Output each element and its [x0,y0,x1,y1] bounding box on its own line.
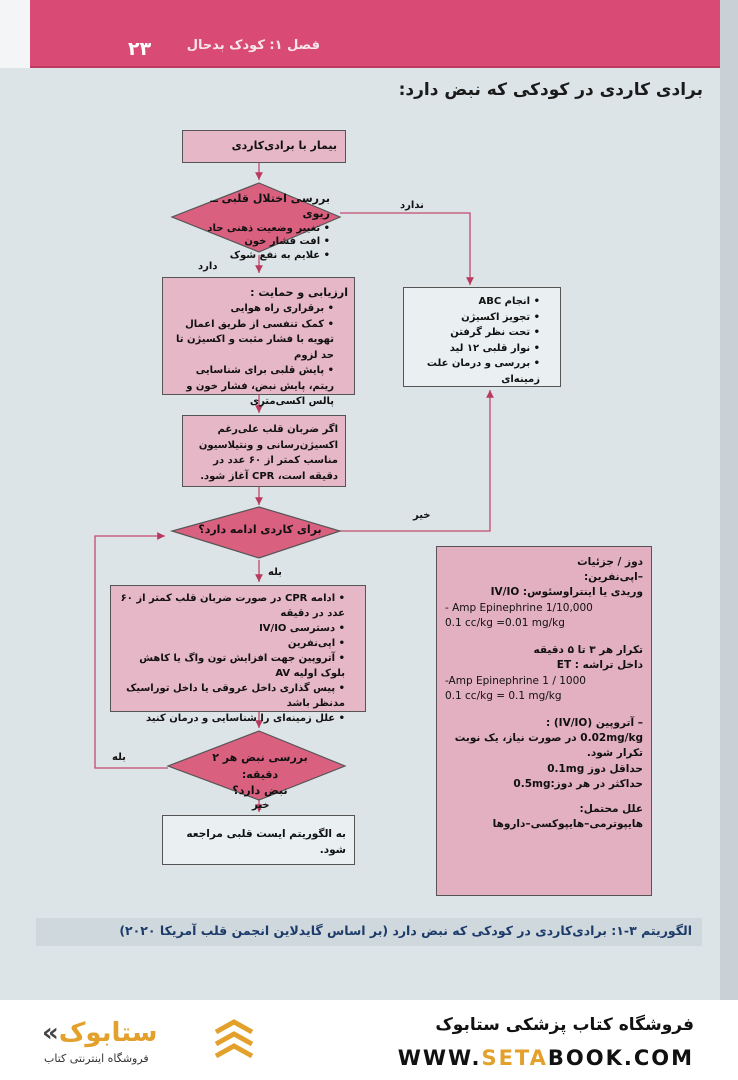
dose-box [436,546,652,896]
causes-list: هایپوترمی–هایپوکسی–داروها [492,818,643,831]
dose-repeat: تکرار هر ۳ تا ۵ دقیقه [533,644,643,657]
arrest-text: به الگوریتم ایست قلبی مراجعه شود. [186,828,346,857]
treat-item: • اپی‌نفرین [117,636,345,651]
abc-item: • تحت نظر گرفتن [410,325,540,341]
section-title: برادی کاردی در کودکی که نبض دارد: [398,80,703,100]
treat-item: • پیس گذاری داخل عروقی یا داخل توراسیک مدنظر باشد [117,681,345,711]
shop-name: فروشگاه کتاب پزشکی ستابوک [435,1015,694,1035]
cpr-box [182,415,346,487]
arrest-box [162,815,355,865]
support-item: • کمک تنفسی از طریق اعمال تهویه با فشار مثبت و اکسیژن تا حد لزوم [169,317,334,364]
logo-chevron-icon: « [42,1018,59,1048]
dose-line: - Amp Epinephrine 1/10,000 [445,601,593,614]
dose-line: -Amp Epinephrine 1 / 1000 [445,674,586,687]
assess-title: بررسی اختلال قلبی ــ ریوی [210,192,330,220]
chapter-title: فصل ۱: کودک بدحال [186,38,320,53]
label-bale-loop: بله [112,752,126,763]
url-suffix: BOOK.COM [547,1046,694,1070]
support-item: • پایش قلبی برای شناسایی ریتم، پایش نبض، فشار خون و پالس اکسی‌متری [169,363,334,410]
persist-text: برای کاردی ادامه دارد؟ [198,523,322,536]
label-no: ندارد [400,200,424,211]
dose-heading: دوز / جزئیات [577,556,643,568]
treat-item: • علل زمینه‌ای را شناسایی و درمان کنید [117,711,345,726]
label-yes: دارد [198,261,218,272]
label-bale: بله [268,567,282,578]
url-prefix: WWW. [397,1046,482,1070]
start-text: بیمار با برادی‌کاردی [231,139,337,152]
assess-item: • تغییر وضعیت ذهنی حاد [207,222,330,234]
support-item: • برقراری راه هوایی [169,301,334,317]
abc-item: • انجام ABC [410,294,540,310]
book-logo-icon [212,1018,256,1062]
dose-line: 0.1 cc/kg =0.01 mg/kg [445,616,565,629]
dose-atropine-dose: 0.02mg/kg در صورت نیاز، یک نوبت تکرار شود. [454,732,643,760]
caption-text: الگوریتم ۳-۱: برادی‌کاردی در کودکی که نبض دارد (بر اساس گایدلاین انجمن قلب آمریکا ۲۰۲۰) [119,923,692,938]
footer-banner [0,1000,738,1080]
treat-item: • آتروپین جهت افزایش تون واگ یا کاهش بلوک اولیه AV [117,651,345,681]
support-box [162,277,355,408]
page-number: ۲۳ [128,38,152,60]
dose-epi: –اپی‌نفرین: [583,571,643,584]
assess-text [190,192,330,262]
dose-max: حداکثر در هر دوز:0.5mg [513,777,643,790]
dose-route: وریدی یا اینتراوسئوس: IV/IO [490,586,643,599]
start-box [182,130,346,163]
abc-item: • بررسی و درمان علت زمینه‌ای [410,356,540,387]
abc-item: • تجویز اکسیژن [410,310,540,326]
brand-logo: «ستابوک [42,1018,158,1048]
figure-caption [36,918,702,946]
abc-box [403,287,561,387]
check-line2: نبض دارد؟ [232,784,288,797]
brand-subtitle: فروشگاه اینترنتی کتاب [44,1052,149,1065]
treat-item: • دسترسی IV/IO [117,621,345,636]
dose-et: داخل تراشه : ET [556,659,643,672]
website-url[interactable] [398,1046,694,1070]
support-title: ارزیابی و حمایت : [250,286,348,299]
treatment-box [110,585,366,724]
abc-item: • نوار قلبی ۱۲ لید [410,341,540,357]
treat-item: • ادامه CPR در صورت ضربان قلب کمتر از ۶۰ عدد در دقیقه [117,591,345,621]
dose-min: حداقل دوز 0.1mg [547,762,643,775]
url-accent: SETA [481,1046,548,1070]
assess-item: • علایم به نفع شوک [229,249,330,261]
dose-line: 0.1 cc/kg = 0.1 mg/kg [445,689,562,702]
dose-atropine: – آتروپین (IV/IO) : [546,716,643,729]
check-text [195,750,325,800]
label-khair-end: خیر [252,800,270,811]
causes-title: علل محتمل: [579,803,643,816]
check-line1: بررسی نبض هر ۲ دقیقه: [212,751,308,781]
assess-item: • افت فشار خون [244,236,330,248]
label-khair: خیر [413,510,431,521]
cpr-text: اگر ضربان قلب علی‌رغم اکسیژن‌رسانی و ونتیلاسیون مناسب کمتر از ۶۰ عدد در دقیقه است، CPR آغاز شود. [198,424,338,482]
